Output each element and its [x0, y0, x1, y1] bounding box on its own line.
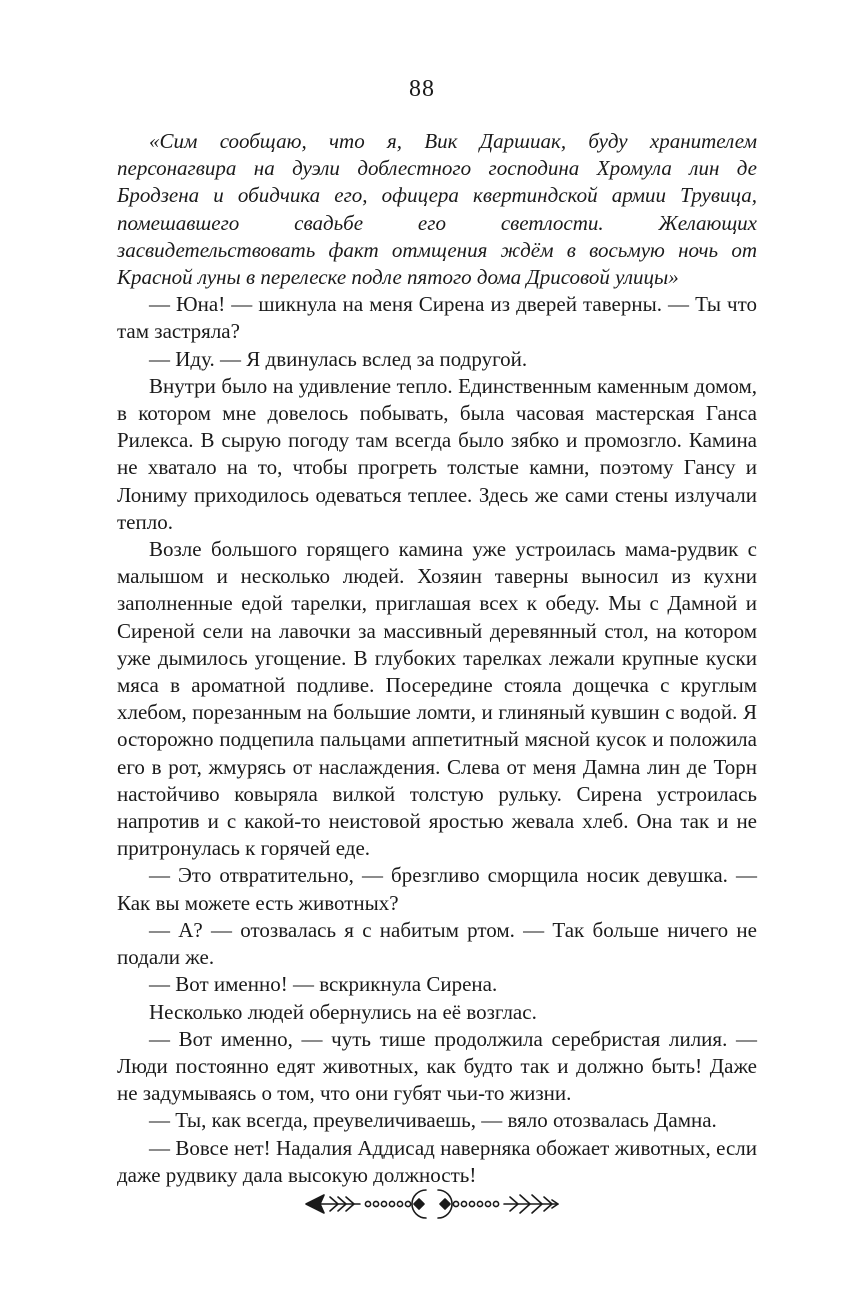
paragraph: Внутри было на удивление тепло. Единственным каменным домом, в котором мне довелось побывать, была часовая мастерская Ганса Рилекса. В сырую погоду там всегда было зябко и промозгло. Камина не хватало на то, чтобы прогреть толстые камни, поэтому Гансу и Лониму приходилось одеваться теплее. Здесь же сами стены излучали тепло.: [117, 373, 757, 534]
paragraph: Несколько людей обернулись на её возглас.: [149, 999, 537, 1024]
paragraph: — Вот именно! — вскрикнула Сирена.: [149, 972, 498, 997]
paragraph: — Вот именно, — чуть тише продолжила серебристая лилия. — Люди постоянно едят животных, как будто так и должно быть! Даже не задумываясь о том, что они губят чьи-то жизни.: [117, 1026, 757, 1106]
text-block: [117, 128, 757, 1189]
paragraph: — А? — отозвалась я с набитым ртом. — Так больше ничего не подали же.: [117, 917, 757, 970]
page-number: 88: [409, 76, 435, 102]
paragraph: — Ты, как всегда, преувеличиваешь, — вяло отозвалась Дамна.: [149, 1108, 717, 1133]
paragraph: — Вовсе нет! Надалия Аддисад наверняка обожает животных, если даже рудвику дала высокую должность!: [117, 1135, 757, 1187]
paragraph: Возле большого горящего камина уже устроилась мама-рудвик с малышом и несколько людей. Хозяин таверны выносил из кухни заполненные едой тарелки, приглашая всех к обеду. Мы с Дамной и Сиреной сели на лавочки за массивный деревянный стол, на котором уже дымилось угощение. В глубоких тарелках лежали крупные куски мяса в ароматной подливе. Посередине стояла дощечка с круглым хлебом, порезанным на большие ломти, и глиняный кувшин с водой. Я осторожно подцепила пальцами аппетитный мясной кусок и положила его в рот, жмурясь от наслаждения. Слева от меня Дамна лин де Торн настойчиво ковыряла вилкой толстую рульку. Сирена устроилась напротив и с какой-то неистовой яростью жевала хлеб. Она так и не притронулась к горячей еде.: [117, 537, 757, 861]
paragraph: — Это отвратительно, — брезгливо сморщила носик девушка. — Как вы можете есть животных?: [117, 863, 757, 915]
arrow-moon-ornament-icon: [300, 1182, 564, 1226]
paragraph: — Иду. — Я двинулась вслед за подругой.: [149, 346, 528, 371]
paragraph: — Юна! — шикнула на меня Сирена из дверей таверны. — Ты что там застряла?: [117, 292, 757, 344]
paragraph-quote: «Сим сообщаю, что я, Вик Даршиак, буду хранителем персонагвира на дуэли доблестного господина Хромула лин де Бродзена и обидчика его, офицера квертиндской армии Трувица, помешавшего свадьбе его светлости. Желающих засвидетельствовать факт отмщения ждём в восьмую ночь от Красной луны в перелеске подле пятого дома Дрисовой улицы»: [117, 129, 757, 290]
